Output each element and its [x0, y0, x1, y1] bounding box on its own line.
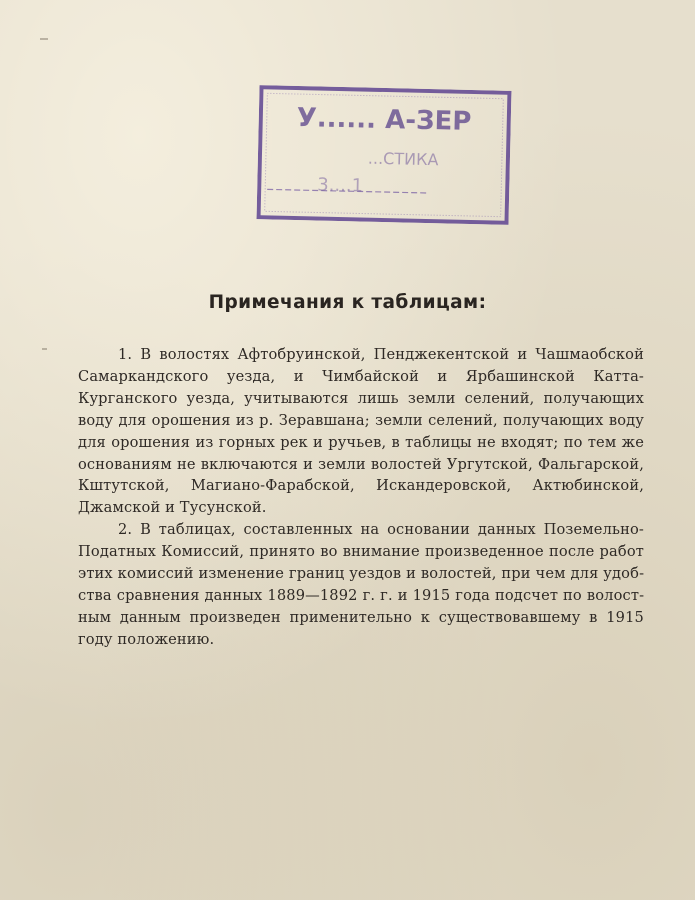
page-mark: [42, 348, 47, 350]
stamp-line-2: ...СТИКА: [367, 148, 439, 170]
notes-body: [78, 344, 644, 651]
stamp-line-1: У...... А-ЗЕР: [296, 103, 472, 137]
note-paragraph-1: 1. В волостях Афтобруинской, Пенджекентской и Чашмаобской Самаркандского уезда, и Чимбайской и Ярбашинской Катта-Курганского уезда, учитываются лишь земли селений, получающих воду для орошения из р. Зеравшана; земли селений, получающих воду для орошения из горных рек и ручьев, в таблицы не входят; по тем же основаниям не включаются и земли волостей Ургутской, Фальгарской, Кштутской, Магиано-Фарабской, Искандеровской, Актюбинской, Джамской и Тусунской.: [78, 346, 644, 517]
library-stamp: [257, 85, 512, 225]
stamp-graphic: [257, 85, 512, 225]
note-paragraph-2: 2. В таблицах, составленных на основании данных Поземельно-Податных Комиссий, принято во внимание произведенное после работ этих комиссий изменение границ уездов и волостей, при чем для удобства сравнения данных 1889—1892 г. г. и 1915 года подсчет по волостным данным произведен применительно к существовавшему в 1915 году положению.: [78, 521, 644, 648]
page-mark: [40, 38, 48, 40]
page-title: Примечания к таблицам:: [208, 292, 487, 313]
stamp-line-3: 3....1: [317, 174, 364, 197]
